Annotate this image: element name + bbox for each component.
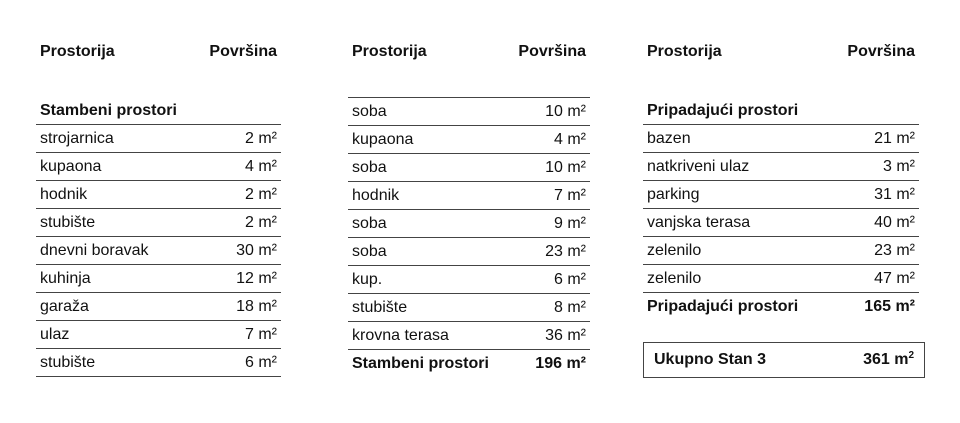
room-name: soba	[352, 243, 387, 260]
table-body	[643, 97, 919, 320]
room-name: zelenilo	[647, 242, 702, 259]
room-name: kup.	[352, 271, 383, 288]
room-area: 3 m²	[883, 158, 915, 175]
room-area: 23 m²	[874, 242, 915, 259]
table-row	[348, 294, 590, 322]
room-area: 31 m²	[874, 186, 915, 203]
table-row	[36, 237, 281, 265]
table-row	[348, 126, 590, 154]
room-area: 30 m²	[236, 242, 277, 259]
room-area: 2 m²	[245, 214, 277, 231]
room-name: zelenilo	[647, 270, 702, 287]
room-name: kupaona	[352, 131, 414, 148]
table-row	[36, 153, 281, 181]
header-room: Prostorija	[40, 43, 115, 60]
table-body	[36, 97, 281, 377]
grand-total-number: 361 m	[863, 351, 909, 368]
room-name: stubište	[40, 214, 96, 231]
room-area: 36 m²	[545, 327, 586, 344]
room-area: 21 m²	[874, 130, 915, 147]
table-row	[348, 238, 590, 266]
header-area: Površina	[209, 43, 277, 60]
room-name: soba	[352, 159, 387, 176]
table-row	[36, 265, 281, 293]
room-name: hodnik	[40, 186, 88, 203]
header-area: Površina	[518, 43, 586, 60]
room-area: 165 m²	[864, 298, 915, 315]
table-row	[36, 321, 281, 349]
room-name: stubište	[40, 354, 96, 371]
room-name: soba	[352, 103, 387, 120]
grand-total-box	[643, 342, 925, 378]
room-area: 4 m²	[245, 158, 277, 175]
total-row	[643, 293, 919, 320]
table-row	[643, 265, 919, 293]
section-title-row	[643, 97, 919, 125]
room-area: 9 m²	[554, 215, 586, 232]
table-row	[643, 237, 919, 265]
room-name: kuhinja	[40, 270, 91, 287]
room-area: 18 m²	[236, 298, 277, 315]
table-header	[348, 43, 590, 67]
room-name: hodnik	[352, 187, 400, 204]
section-title: Pripadajući prostori	[647, 102, 799, 119]
room-area: 10 m²	[545, 103, 586, 120]
header-room: Prostorija	[647, 43, 722, 60]
header-room: Prostorija	[352, 43, 427, 60]
room-area: 4 m²	[554, 131, 586, 148]
grand-total-exponent: 2	[908, 350, 914, 361]
room-area: 47 m²	[874, 270, 915, 287]
room-area: 2 m²	[245, 186, 277, 203]
table-row	[643, 125, 919, 153]
table-row	[348, 210, 590, 238]
table-row	[36, 209, 281, 237]
room-area: 23 m²	[545, 243, 586, 260]
section-title: Stambeni prostori	[40, 102, 177, 119]
section-title-row	[36, 97, 281, 125]
room-name: stubište	[352, 299, 408, 316]
table-row	[348, 97, 590, 126]
room-area: 7 m²	[554, 187, 586, 204]
table-row	[36, 293, 281, 321]
table-row	[348, 154, 590, 182]
room-area: 12 m²	[236, 270, 277, 287]
table-row	[643, 181, 919, 209]
room-name: vanjska terasa	[647, 214, 751, 231]
room-area: 6 m²	[554, 271, 586, 288]
grand-total-value	[863, 351, 914, 369]
room-name: soba	[352, 215, 387, 232]
room-name: natkriveni ulaz	[647, 158, 750, 175]
room-name: krovna terasa	[352, 327, 449, 344]
room-name: parking	[647, 186, 700, 203]
table-body	[348, 97, 590, 377]
room-name: ulaz	[40, 326, 70, 343]
room-name: Stambeni prostori	[352, 355, 489, 372]
room-name: Pripadajući prostori	[647, 298, 799, 315]
table-row	[643, 209, 919, 237]
header-area: Površina	[847, 43, 915, 60]
table-row	[348, 322, 590, 350]
room-area: 40 m²	[874, 214, 915, 231]
room-area: 7 m²	[245, 326, 277, 343]
room-name: bazen	[647, 130, 691, 147]
room-name: dnevni boravak	[40, 242, 149, 259]
table-row	[348, 266, 590, 294]
room-name: garaža	[40, 298, 89, 315]
grand-total-label: Ukupno Stan 3	[654, 351, 767, 368]
room-name: strojarnica	[40, 130, 114, 147]
total-row	[348, 350, 590, 377]
room-area: 196 m²	[535, 355, 586, 372]
table-header	[36, 43, 281, 67]
table-row	[348, 182, 590, 210]
room-area: 10 m²	[545, 159, 586, 176]
room-area: 6 m²	[245, 354, 277, 371]
room-area: 8 m²	[554, 299, 586, 316]
room-name: kupaona	[40, 158, 102, 175]
table-header	[643, 43, 919, 67]
table-row	[36, 181, 281, 209]
table-row	[36, 125, 281, 153]
table-row	[36, 349, 281, 377]
table-row	[643, 153, 919, 181]
room-area: 2 m²	[245, 130, 277, 147]
